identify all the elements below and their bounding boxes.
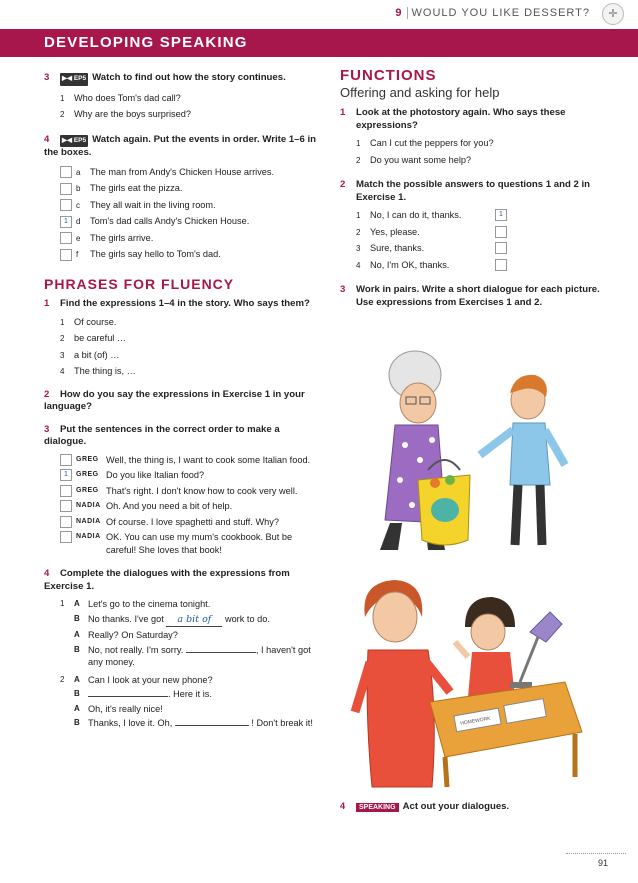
dialogue-line: GREG Well, the thing is, I want to cook some Italian food. bbox=[60, 454, 319, 467]
phrases-1-heading: 1 Find the expressions 1–4 in the story. Who says them? bbox=[44, 298, 310, 309]
dialogue-line: GREG That's right. I don't know how to cook very well. bbox=[60, 485, 319, 498]
list-item: 4 The thing is, … bbox=[60, 366, 136, 376]
list-item: 2 Yes, please. bbox=[356, 226, 511, 240]
dialogue-line: B . Here it is. bbox=[74, 689, 212, 699]
exercise-4-heading: 4 ▶◀ EP5 Watch again. Put the events in order. Write 1–6 in the boxes. bbox=[44, 133, 317, 158]
answer-box[interactable] bbox=[60, 183, 72, 195]
functions-4-heading: 4 SPEAKING Act out your dialogues. bbox=[340, 801, 510, 812]
functions-1-heading: 1 Look at the photostory again. Who says these expressions? bbox=[340, 107, 566, 131]
dialogue-lines bbox=[44, 454, 319, 557]
answer-box[interactable] bbox=[60, 500, 72, 512]
dialogue-line: NADIA OK. You can use my mum's cookbook. But be careful! She loves that book! bbox=[60, 531, 319, 556]
list-item: f The girls say hello to Tom's dad. bbox=[60, 248, 319, 262]
unit-title: WOULD YOU LIKE DESSERT? bbox=[411, 7, 590, 19]
answer-box[interactable] bbox=[60, 516, 72, 528]
illustration-grandma-boy bbox=[350, 345, 590, 560]
right-column bbox=[340, 67, 610, 309]
answer-box[interactable] bbox=[60, 531, 72, 543]
list-item: 2 be careful … bbox=[60, 333, 127, 343]
book-label: HOMEWORK bbox=[459, 715, 492, 727]
answer-box[interactable] bbox=[60, 454, 72, 466]
list-item: b The girls eat the pizza. bbox=[60, 182, 319, 196]
functions-subtitle: Offering and asking for help bbox=[340, 84, 500, 100]
list-item: 2 Do you want some help? bbox=[356, 154, 472, 165]
list-item: 1 Who does Tom's dad call? bbox=[60, 92, 181, 103]
video-icon[interactable]: ▶◀ EP5 bbox=[60, 73, 88, 86]
functions-1-items bbox=[340, 137, 610, 167]
page-number: 91 bbox=[597, 858, 608, 868]
answer-box[interactable] bbox=[495, 242, 507, 254]
dialogue-line: 1 A Let's go to the cinema tonight. bbox=[60, 599, 211, 609]
list-item: e The girls arrive. bbox=[60, 232, 319, 246]
speaking-badge: SPEAKING bbox=[356, 803, 399, 812]
list-item: 2 Why are the boys surprised? bbox=[60, 109, 191, 119]
list-item: 1 Can I cut the peppers for you? bbox=[356, 138, 494, 148]
mother-figure bbox=[355, 580, 450, 787]
functions-title: FUNCTIONS bbox=[340, 67, 437, 84]
answer-box[interactable] bbox=[60, 166, 72, 178]
dialogue-line: A Oh, it's really nice! bbox=[74, 703, 163, 714]
dialogue-line: NADIA Of course. I love spaghetti and stuff. Why? bbox=[60, 516, 319, 529]
phrases-section-title: PHRASES FOR FLUENCY bbox=[44, 275, 235, 292]
answer-box[interactable] bbox=[60, 199, 72, 211]
dialogue-line: B No thanks. I've got a bit of work to do. bbox=[60, 613, 319, 628]
list-item: 4 No, I'm OK, thanks. bbox=[356, 259, 511, 273]
dialogue-line: A Really? On Saturday? bbox=[74, 630, 178, 640]
left-column bbox=[44, 72, 319, 730]
dialogue-line: B Thanks, I love it. Oh, ! Don't break it! bbox=[74, 718, 313, 728]
unit-number: 9 bbox=[395, 7, 407, 19]
answer-box[interactable] bbox=[60, 232, 72, 244]
dialogue-line: B No, not really. I'm sorry. , I haven't got any money. bbox=[74, 644, 311, 667]
complete-dialogues bbox=[44, 598, 319, 730]
crosshair-icon[interactable]: ✛ bbox=[602, 3, 624, 25]
illustration-mother-girl bbox=[350, 572, 590, 792]
banner-title: DEVELOPING SPEAKING bbox=[44, 34, 248, 51]
phrases-2-heading: 2 How do you say the expressions in Exercise 1 in your language? bbox=[44, 388, 305, 412]
exercise-3-heading: 3 ▶◀ EP5 Watch to find out how the story continues. bbox=[44, 72, 319, 86]
answer-box[interactable]: 1 bbox=[60, 469, 72, 481]
exercise-3-items bbox=[44, 92, 319, 122]
list-item: 3 Sure, thanks. bbox=[356, 242, 511, 256]
answer-box[interactable] bbox=[495, 259, 507, 271]
answer-box[interactable] bbox=[60, 249, 72, 261]
girl-figure bbox=[455, 597, 515, 697]
footer-divider bbox=[566, 853, 626, 854]
phrases-3-heading: 3 Put the sentences in the correct order to make a dialogue. bbox=[44, 423, 280, 447]
boy-figure bbox=[480, 375, 565, 545]
answer-box[interactable] bbox=[495, 226, 507, 238]
answer-blank[interactable]: a bit of bbox=[166, 614, 222, 628]
exercise-4-items bbox=[44, 166, 319, 262]
list-item: c They all wait in the living room. bbox=[60, 199, 319, 213]
unit-label bbox=[395, 7, 590, 19]
dialogue-line: NADIA Oh. And you need a bit of help. bbox=[60, 500, 319, 513]
list-item: 1 Of course. bbox=[60, 316, 117, 327]
answer-blank[interactable] bbox=[186, 652, 256, 653]
desk-lamp bbox=[510, 612, 562, 688]
answer-blank[interactable] bbox=[88, 696, 168, 697]
dialogue-line: 1 GREG Do you like Italian food? bbox=[60, 469, 319, 482]
dialogue-line: 2 A Can I look at your new phone? bbox=[60, 674, 213, 685]
answer-box[interactable]: 1 bbox=[495, 209, 507, 221]
functions-2-items bbox=[340, 209, 511, 272]
video-icon[interactable]: ▶◀ EP5 bbox=[60, 135, 88, 148]
answer-blank[interactable] bbox=[175, 725, 249, 726]
list-item: 1 No, I can do it, thanks. 1 bbox=[356, 209, 511, 223]
phrases-4-heading: 4 Complete the dialogues with the expressions from Exercise 1. bbox=[44, 568, 290, 592]
list-item: a The man from Andy's Chicken House arrives. bbox=[60, 166, 319, 180]
phrases-1-items bbox=[44, 316, 319, 379]
answer-box[interactable] bbox=[60, 485, 72, 497]
desk bbox=[430, 682, 582, 787]
list-item: 1 d Tom's dad calls Andy's Chicken House. bbox=[60, 215, 319, 229]
list-item: 3 a bit (of) … bbox=[60, 349, 120, 360]
answer-box[interactable]: 1 bbox=[60, 216, 72, 228]
functions-3-heading: 3 Work in pairs. Write a short dialogue for each picture. Use expressions from Exercises 1 and 2. bbox=[340, 284, 600, 308]
functions-2-heading: 2 Match the possible answers to questions 1 and 2 in Exercise 1. bbox=[340, 179, 591, 203]
